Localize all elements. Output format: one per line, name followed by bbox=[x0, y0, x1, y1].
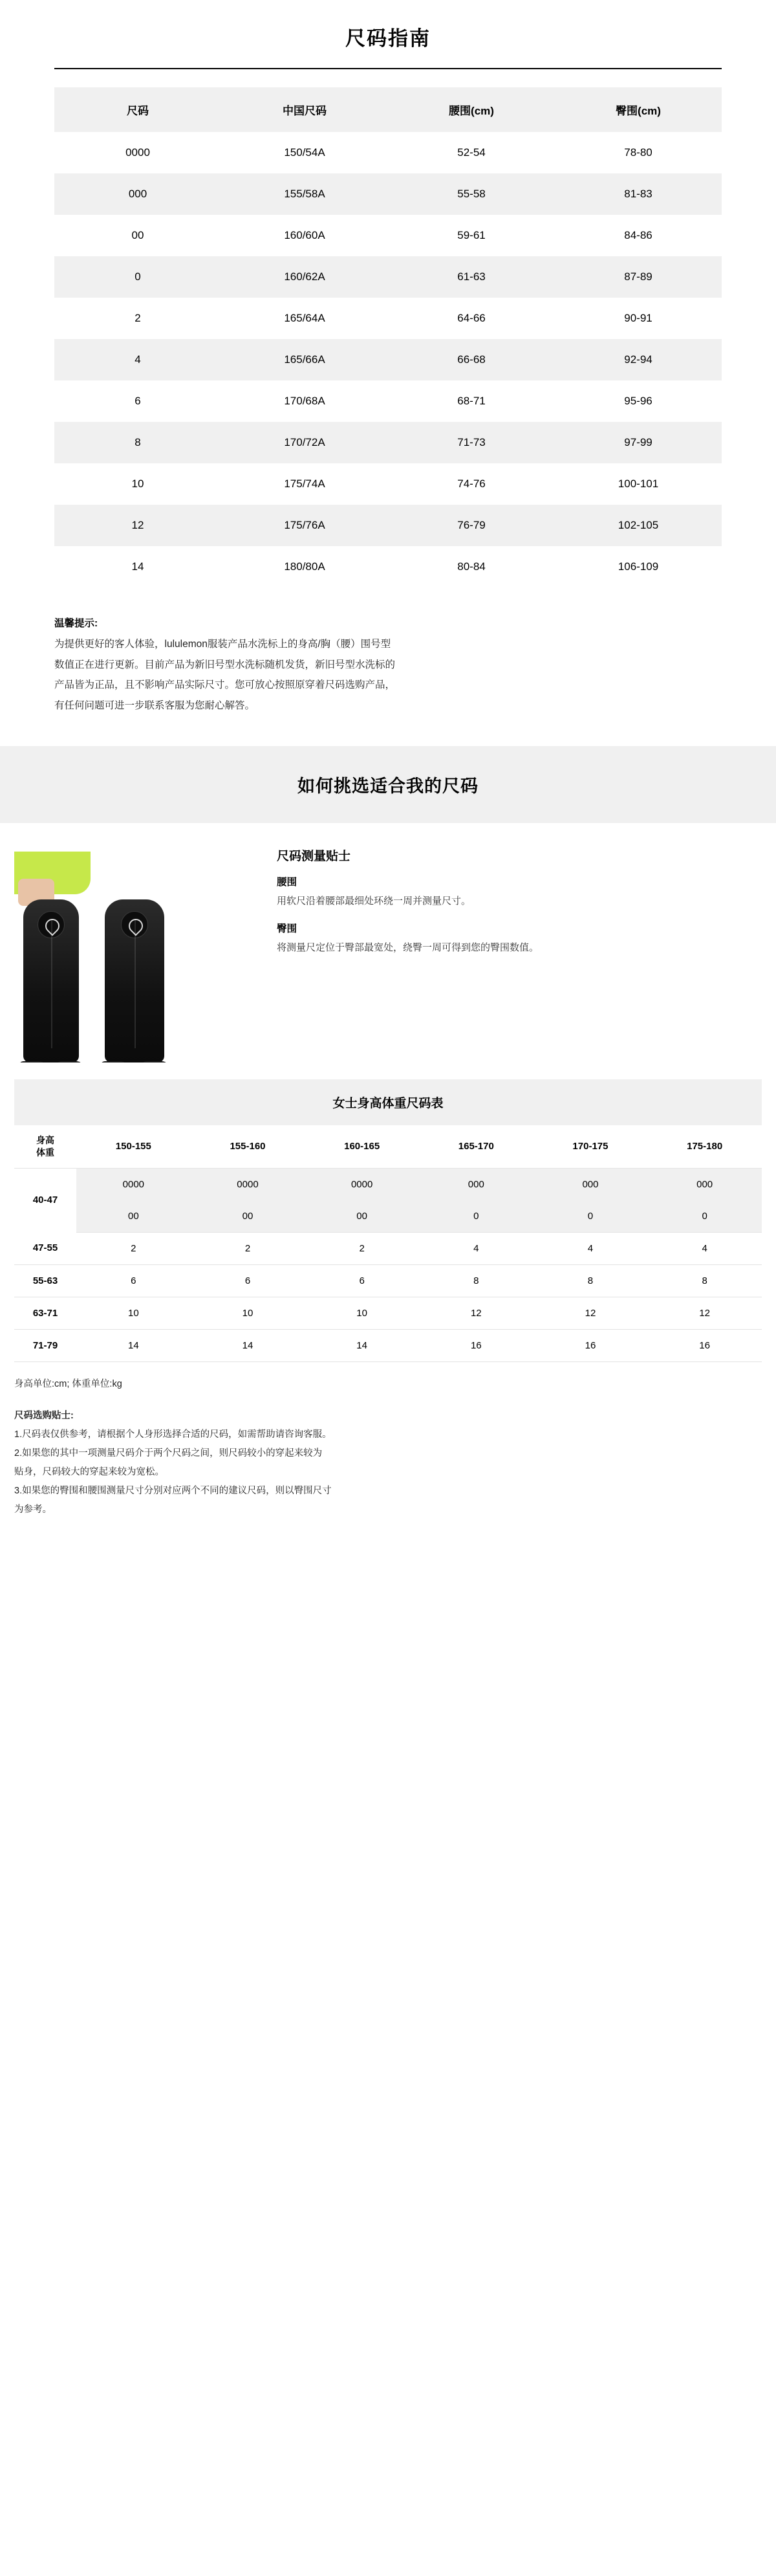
cell-cn-size: 155/58A bbox=[221, 173, 388, 215]
notice-title: 温馨提示: bbox=[54, 618, 98, 629]
shoe-icon bbox=[141, 1061, 169, 1062]
units-note: 身高单位:cm; 体重单位:kg bbox=[14, 1378, 122, 1389]
size-cell: 0000 bbox=[76, 1168, 191, 1200]
cell-hip: 97-99 bbox=[555, 422, 722, 463]
model-back bbox=[105, 899, 164, 1062]
size-cell: 10 bbox=[305, 1297, 419, 1329]
leggings-back bbox=[105, 899, 164, 1062]
size-cell: 2 bbox=[76, 1232, 191, 1264]
cell-size: 00 bbox=[54, 215, 221, 256]
buy-tips-line: 1.尺码表仅供参考，请根据个人身形选择合适的尺码，如需帮助请咨询客服。 bbox=[14, 1429, 332, 1440]
notice-line: 产品皆为正品，且不影响产品实际尺寸。您可放心按照原穿着尺码选购产品， bbox=[54, 679, 396, 691]
title-divider bbox=[54, 68, 722, 69]
notice-block bbox=[54, 613, 722, 716]
cell-hip: 78-80 bbox=[555, 132, 722, 173]
table-row bbox=[14, 1297, 762, 1329]
size-cell: 6 bbox=[305, 1264, 419, 1297]
table-row bbox=[14, 1329, 762, 1361]
cell-cn-size: 165/66A bbox=[221, 339, 388, 380]
cell-size: 000 bbox=[54, 173, 221, 215]
size-cell: 000 bbox=[534, 1168, 648, 1200]
table-row bbox=[14, 1200, 762, 1233]
size-cell: 000 bbox=[419, 1168, 534, 1200]
size-cell: 16 bbox=[534, 1329, 648, 1361]
size-cell: 00 bbox=[305, 1200, 419, 1233]
table-row bbox=[54, 546, 722, 588]
weight-rowhead: 40-47 bbox=[14, 1168, 76, 1232]
size-cell: 8 bbox=[534, 1264, 648, 1297]
buy-tips-line: 3.如果您的臀围和腰围测量尺寸分别对应两个不同的建议尺码，则以臀围尺寸 bbox=[14, 1485, 332, 1496]
cell-hip: 92-94 bbox=[555, 339, 722, 380]
cell-hip: 95-96 bbox=[555, 380, 722, 422]
cell-size: 0000 bbox=[54, 132, 221, 173]
size-table-col-size: 尺码 bbox=[54, 87, 221, 132]
model-front bbox=[23, 899, 79, 1062]
cell-waist: 55-58 bbox=[388, 173, 555, 215]
cell-waist: 59-61 bbox=[388, 215, 555, 256]
buy-tips-line: 为参考。 bbox=[14, 1504, 52, 1515]
size-cell: 8 bbox=[647, 1264, 762, 1297]
cell-cn-size: 160/60A bbox=[221, 215, 388, 256]
buy-tips-block bbox=[14, 1407, 762, 1519]
size-cell: 4 bbox=[647, 1232, 762, 1264]
notice-line: 为提供更好的客人体验，lululemon服装产品水洗标上的身高/胸（腰）围号型 bbox=[54, 638, 391, 650]
model-photo bbox=[14, 842, 260, 1062]
cell-cn-size: 170/72A bbox=[221, 422, 388, 463]
size-cell: 6 bbox=[76, 1264, 191, 1297]
size-table-body bbox=[54, 132, 722, 588]
cell-size: 2 bbox=[54, 298, 221, 339]
height-col-5: 175-180 bbox=[647, 1125, 762, 1168]
cell-hip: 87-89 bbox=[555, 256, 722, 298]
height-weight-section bbox=[14, 1079, 762, 1362]
size-cell: 000 bbox=[647, 1168, 762, 1200]
size-cell: 14 bbox=[76, 1329, 191, 1361]
table-row bbox=[54, 173, 722, 215]
size-cell: 0000 bbox=[191, 1168, 305, 1200]
size-cell: 2 bbox=[191, 1232, 305, 1264]
size-cell: 6 bbox=[191, 1264, 305, 1297]
measure-tip-text-waist: 用软尺沿着腰部最细处环绕一周并测量尺寸。 bbox=[277, 895, 471, 907]
table-row bbox=[54, 132, 722, 173]
cell-cn-size: 175/74A bbox=[221, 463, 388, 505]
size-table-col-hip: 臀围(cm) bbox=[555, 87, 722, 132]
table-row bbox=[54, 256, 722, 298]
height-weight-body bbox=[14, 1168, 762, 1361]
cell-size: 8 bbox=[54, 422, 221, 463]
measure-tip-text-hip: 将测量尺定位于臀部最宽处，绕臀一周可得到您的臀围数值。 bbox=[277, 941, 539, 953]
cell-waist: 52-54 bbox=[388, 132, 555, 173]
page-title-block bbox=[0, 0, 776, 68]
corner-label bbox=[14, 1125, 76, 1168]
cell-size: 12 bbox=[54, 505, 221, 546]
height-weight-table bbox=[14, 1125, 762, 1362]
size-cell: 4 bbox=[419, 1232, 534, 1264]
cell-hip: 90-91 bbox=[555, 298, 722, 339]
cell-waist: 76-79 bbox=[388, 505, 555, 546]
size-cell: 12 bbox=[419, 1297, 534, 1329]
cell-waist: 80-84 bbox=[388, 546, 555, 588]
size-cell: 8 bbox=[419, 1264, 534, 1297]
cell-waist: 71-73 bbox=[388, 422, 555, 463]
brand-logo-icon bbox=[121, 911, 148, 938]
cell-size: 14 bbox=[54, 546, 221, 588]
height-weight-head bbox=[14, 1125, 762, 1168]
cell-hip: 100-101 bbox=[555, 463, 722, 505]
cell-cn-size: 180/80A bbox=[221, 546, 388, 588]
weight-rowhead: 47-55 bbox=[14, 1232, 76, 1264]
size-table-col-waist: 腰围(cm) bbox=[388, 87, 555, 132]
size-cell: 0 bbox=[534, 1200, 648, 1233]
size-cell: 00 bbox=[191, 1200, 305, 1233]
size-cell: 2 bbox=[305, 1232, 419, 1264]
weight-rowhead: 55-63 bbox=[14, 1264, 76, 1297]
cell-size: 4 bbox=[54, 339, 221, 380]
cell-cn-size: 160/62A bbox=[221, 256, 388, 298]
corner-label-weight: 体重 bbox=[36, 1147, 54, 1158]
height-col-0: 150-155 bbox=[76, 1125, 191, 1168]
size-cell: 12 bbox=[647, 1297, 762, 1329]
size-cell: 10 bbox=[76, 1297, 191, 1329]
brand-logo-icon bbox=[38, 911, 65, 938]
size-cell: 16 bbox=[419, 1329, 534, 1361]
table-row bbox=[54, 298, 722, 339]
height-col-1: 155-160 bbox=[191, 1125, 305, 1168]
size-cell: 4 bbox=[534, 1232, 648, 1264]
size-table-col-cn-size: 中国尺码 bbox=[221, 87, 388, 132]
buy-tips-line: 2.如果您的其中一项测量尺码介于两个尺码之间，则尺码较小的穿起来较为 bbox=[14, 1448, 323, 1459]
size-table-head bbox=[54, 87, 722, 132]
cell-size: 10 bbox=[54, 463, 221, 505]
height-col-2: 160-165 bbox=[305, 1125, 419, 1168]
cell-hip: 106-109 bbox=[555, 546, 722, 588]
size-cell: 12 bbox=[534, 1297, 648, 1329]
measure-tips-section bbox=[14, 842, 762, 1062]
size-cell: 00 bbox=[76, 1200, 191, 1233]
table-row bbox=[54, 339, 722, 380]
cell-hip: 84-86 bbox=[555, 215, 722, 256]
weight-rowhead: 63-71 bbox=[14, 1297, 76, 1329]
table-row bbox=[54, 380, 722, 422]
table-row bbox=[14, 1264, 762, 1297]
weight-rowhead: 71-79 bbox=[14, 1329, 76, 1361]
measure-tips-heading: 尺码测量贴士 bbox=[277, 849, 351, 863]
cell-waist: 68-71 bbox=[388, 380, 555, 422]
cell-hip: 102-105 bbox=[555, 505, 722, 546]
buy-tips-title: 尺码选购贴士: bbox=[14, 1410, 74, 1421]
size-cell: 16 bbox=[647, 1329, 762, 1361]
cell-size: 6 bbox=[54, 380, 221, 422]
page-title: 尺码指南 bbox=[345, 27, 431, 50]
table-row bbox=[54, 422, 722, 463]
notice-line: 数值正在进行更新。目前产品为新旧号型水洗标随机发货，新旧号型水洗标的 bbox=[54, 659, 396, 670]
measure-tips-text bbox=[260, 842, 762, 957]
cell-waist: 66-68 bbox=[388, 339, 555, 380]
measure-tip-label-waist: 腰围 bbox=[277, 876, 297, 888]
measure-tip-label-hip: 臀围 bbox=[277, 923, 297, 934]
cell-cn-size: 170/68A bbox=[221, 380, 388, 422]
cell-cn-size: 150/54A bbox=[221, 132, 388, 173]
size-cell: 10 bbox=[191, 1297, 305, 1329]
section-banner bbox=[0, 746, 776, 823]
table-row bbox=[54, 505, 722, 546]
cell-cn-size: 165/64A bbox=[221, 298, 388, 339]
size-table bbox=[54, 87, 722, 588]
table-row bbox=[54, 463, 722, 505]
size-cell: 14 bbox=[191, 1329, 305, 1361]
cell-waist: 74-76 bbox=[388, 463, 555, 505]
height-col-3: 165-170 bbox=[419, 1125, 534, 1168]
leggings-front bbox=[23, 899, 79, 1062]
shoe-icon bbox=[56, 1061, 84, 1062]
cell-hip: 81-83 bbox=[555, 173, 722, 215]
size-cell: 0 bbox=[647, 1200, 762, 1233]
table-row bbox=[14, 1168, 762, 1200]
cell-waist: 64-66 bbox=[388, 298, 555, 339]
cell-cn-size: 175/76A bbox=[221, 505, 388, 546]
size-cell: 14 bbox=[305, 1329, 419, 1361]
size-cell: 0 bbox=[419, 1200, 534, 1233]
cell-size: 0 bbox=[54, 256, 221, 298]
height-weight-title: 女士身高体重尺码表 bbox=[14, 1079, 762, 1125]
buy-tips-line: 贴身，尺码较大的穿起来较为宽松。 bbox=[14, 1466, 164, 1477]
corner-label-height: 身高 bbox=[36, 1134, 54, 1145]
cell-waist: 61-63 bbox=[388, 256, 555, 298]
size-cell: 0000 bbox=[305, 1168, 419, 1200]
notice-line: 有任何问题可进一步联系客服为您耐心解答。 bbox=[54, 700, 255, 712]
table-row bbox=[14, 1232, 762, 1264]
size-table-section bbox=[54, 87, 722, 588]
height-col-4: 170-175 bbox=[534, 1125, 648, 1168]
table-row bbox=[54, 215, 722, 256]
height-weight-header-row bbox=[14, 1125, 762, 1168]
section-banner-title: 如何挑选适合我的尺码 bbox=[297, 776, 479, 796]
size-table-header-row bbox=[54, 87, 722, 132]
